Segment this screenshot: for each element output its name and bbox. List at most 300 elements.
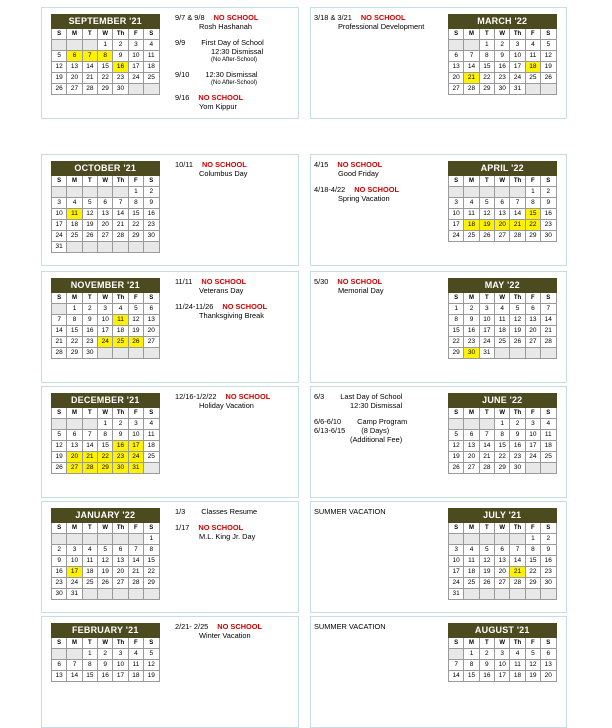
empty-day-cell bbox=[144, 348, 159, 359]
month-header-row bbox=[52, 624, 160, 638]
day-cell: 20 bbox=[495, 567, 510, 578]
day-cell: 24 bbox=[449, 231, 464, 242]
day-cell: 15 bbox=[144, 556, 159, 567]
week-row bbox=[449, 337, 557, 348]
day-cell: 26 bbox=[479, 578, 494, 589]
empty-day-cell bbox=[98, 348, 113, 359]
day-cell: 19 bbox=[82, 220, 97, 231]
right-panel bbox=[310, 501, 567, 613]
day-cell: 16 bbox=[144, 209, 159, 220]
weekday-label: T bbox=[82, 638, 97, 649]
week-row bbox=[52, 671, 160, 682]
month-title: APRIL '22 bbox=[449, 162, 557, 176]
no-school-label: NO SCHOOL bbox=[337, 277, 383, 286]
day-cell: 12 bbox=[128, 315, 143, 326]
month-header-row bbox=[449, 509, 557, 523]
event-item bbox=[175, 524, 299, 542]
month-calendar bbox=[51, 623, 160, 682]
week-row bbox=[52, 187, 160, 198]
day-cell: 3 bbox=[510, 40, 525, 51]
day-cell: 8 bbox=[495, 430, 510, 441]
month-header-row bbox=[52, 279, 160, 293]
empty-day-cell bbox=[525, 589, 540, 600]
day-cell: 4 bbox=[541, 419, 556, 430]
empty-day-cell bbox=[113, 589, 128, 600]
right-panel bbox=[310, 7, 567, 119]
day-cell: 26 bbox=[128, 337, 143, 348]
right-panel bbox=[310, 386, 567, 498]
weekday-label: W bbox=[495, 638, 510, 649]
weekday-label: S bbox=[144, 176, 159, 187]
day-cell: 3 bbox=[128, 40, 143, 51]
week-row bbox=[52, 556, 160, 567]
empty-day-cell bbox=[82, 187, 97, 198]
day-cell: 1 bbox=[525, 534, 540, 545]
day-cell: 25 bbox=[144, 452, 159, 463]
right-panel bbox=[310, 616, 567, 728]
event-description: M.L. King Jr. Day bbox=[199, 531, 256, 541]
day-cell: 9 bbox=[510, 430, 525, 441]
day-cell: 16 bbox=[82, 326, 97, 337]
day-cell: 5 bbox=[128, 304, 143, 315]
day-cell: 19 bbox=[525, 671, 540, 682]
empty-day-cell bbox=[52, 40, 67, 51]
empty-day-cell bbox=[464, 534, 479, 545]
day-cell: 24 bbox=[128, 452, 143, 463]
day-cell: 14 bbox=[449, 671, 464, 682]
day-cell: 27 bbox=[67, 463, 82, 474]
event-description: Winter Vacation bbox=[199, 630, 251, 640]
month-calendar bbox=[51, 393, 160, 474]
event-description: Camp Program bbox=[357, 416, 408, 426]
day-cell: 15 bbox=[98, 441, 113, 452]
day-cell: 26 bbox=[52, 463, 67, 474]
day-cell: 18 bbox=[67, 220, 82, 231]
day-cell: 28 bbox=[82, 84, 97, 95]
day-cell: 21 bbox=[113, 220, 128, 231]
day-cell: 25 bbox=[464, 231, 479, 242]
week-row bbox=[52, 441, 160, 452]
day-cell: 1 bbox=[98, 419, 113, 430]
day-cell: 29 bbox=[144, 578, 159, 589]
weekday-label: M bbox=[464, 29, 479, 40]
day-cell: 6 bbox=[525, 304, 540, 315]
empty-day-cell bbox=[128, 242, 143, 253]
week-row bbox=[449, 419, 557, 430]
day-cell: 18 bbox=[113, 326, 128, 337]
day-cell: 6 bbox=[495, 198, 510, 209]
day-cell: 4 bbox=[82, 545, 97, 556]
day-cell: 4 bbox=[464, 545, 479, 556]
month-title: FEBRUARY '21 bbox=[52, 624, 160, 638]
month-header-row bbox=[449, 624, 557, 638]
day-cell: 27 bbox=[495, 231, 510, 242]
day-cell: 11 bbox=[82, 556, 97, 567]
week-row bbox=[449, 40, 557, 51]
day-cell: 7 bbox=[510, 545, 525, 556]
day-cell: 20 bbox=[541, 671, 556, 682]
week-row bbox=[449, 315, 557, 326]
day-cell: 28 bbox=[464, 84, 479, 95]
day-cell: 17 bbox=[128, 62, 143, 73]
day-cell: 20 bbox=[113, 567, 128, 578]
day-cell: 15 bbox=[495, 441, 510, 452]
event-heading bbox=[175, 71, 299, 80]
day-cell: 19 bbox=[479, 220, 494, 231]
day-cell: 12 bbox=[510, 315, 525, 326]
weekday-label: W bbox=[98, 29, 113, 40]
day-cell: 2 bbox=[52, 545, 67, 556]
day-cell: 15 bbox=[128, 209, 143, 220]
day-cell: 16 bbox=[113, 62, 128, 73]
weekday-row bbox=[52, 638, 160, 649]
no-school-label: NO SCHOOL bbox=[198, 522, 244, 532]
no-school-label: NO SCHOOL bbox=[337, 160, 383, 169]
day-cell: 5 bbox=[449, 430, 464, 441]
weekday-label: S bbox=[52, 408, 67, 419]
day-cell: 13 bbox=[525, 315, 540, 326]
events-list bbox=[314, 278, 444, 303]
week-row bbox=[52, 84, 160, 95]
day-cell: 21 bbox=[510, 220, 525, 231]
weekday-label: S bbox=[449, 638, 464, 649]
empty-day-cell bbox=[98, 589, 113, 600]
empty-day-cell bbox=[541, 84, 556, 95]
week-row bbox=[449, 51, 557, 62]
weekday-label: F bbox=[128, 29, 143, 40]
empty-day-cell bbox=[464, 40, 479, 51]
day-cell: 14 bbox=[82, 441, 97, 452]
week-row bbox=[52, 463, 160, 474]
day-cell: 30 bbox=[52, 589, 67, 600]
right-panel bbox=[310, 271, 567, 383]
day-cell: 12 bbox=[82, 209, 97, 220]
week-row bbox=[52, 315, 160, 326]
events-list bbox=[314, 623, 444, 639]
month-calendar bbox=[448, 508, 557, 600]
day-cell: 3 bbox=[525, 419, 540, 430]
weekday-label: S bbox=[541, 523, 556, 534]
weekday-row bbox=[449, 29, 557, 40]
week-row bbox=[449, 430, 557, 441]
weekday-label: Th bbox=[510, 293, 525, 304]
week-row bbox=[52, 209, 160, 220]
day-cell: 29 bbox=[449, 348, 464, 359]
day-cell: 11 bbox=[144, 51, 159, 62]
day-cell: 20 bbox=[525, 326, 540, 337]
day-cell: 19 bbox=[98, 567, 113, 578]
event-description: Good Friday bbox=[338, 168, 379, 178]
day-cell: 12 bbox=[52, 62, 67, 73]
weekday-row bbox=[52, 293, 160, 304]
day-cell: 31 bbox=[52, 242, 67, 253]
day-cell: 28 bbox=[541, 337, 556, 348]
empty-day-cell bbox=[144, 242, 159, 253]
weekday-label: F bbox=[128, 408, 143, 419]
day-cell: 11 bbox=[525, 51, 540, 62]
day-cell: 8 bbox=[449, 315, 464, 326]
day-cell: 10 bbox=[98, 315, 113, 326]
week-row bbox=[449, 545, 557, 556]
weekday-label: M bbox=[67, 523, 82, 534]
day-cell: 1 bbox=[98, 40, 113, 51]
month-header-row bbox=[449, 394, 557, 408]
event-date: 9/16 bbox=[175, 92, 190, 102]
weekday-label: F bbox=[128, 176, 143, 187]
day-cell: 7 bbox=[449, 660, 464, 671]
day-cell: 2 bbox=[144, 187, 159, 198]
month-calendar bbox=[448, 14, 557, 95]
empty-day-cell bbox=[464, 589, 479, 600]
event-description: 12:30 Dismissal bbox=[350, 400, 403, 410]
day-cell: 10 bbox=[479, 315, 494, 326]
day-cell: 5 bbox=[52, 51, 67, 62]
day-cell: 14 bbox=[67, 671, 82, 682]
day-cell: 15 bbox=[82, 671, 97, 682]
month-calendar bbox=[51, 161, 160, 253]
day-cell: 27 bbox=[144, 337, 159, 348]
day-cell: 15 bbox=[525, 556, 540, 567]
day-cell: 8 bbox=[67, 315, 82, 326]
event-description: (Additional Fee) bbox=[350, 434, 403, 444]
day-cell: 4 bbox=[67, 198, 82, 209]
event-description: Last Day of School bbox=[340, 392, 403, 401]
day-cell: 14 bbox=[113, 209, 128, 220]
week-row bbox=[52, 419, 160, 430]
day-cell: 7 bbox=[128, 545, 143, 556]
day-cell: 16 bbox=[479, 671, 494, 682]
empty-day-cell bbox=[128, 348, 143, 359]
events-list bbox=[314, 14, 444, 39]
day-cell: 23 bbox=[495, 73, 510, 84]
event-item bbox=[175, 623, 299, 641]
event-date: 9/9 bbox=[175, 37, 186, 47]
day-cell: 19 bbox=[52, 452, 67, 463]
day-cell: 25 bbox=[67, 231, 82, 242]
weekday-row bbox=[449, 523, 557, 534]
day-cell: 19 bbox=[144, 671, 159, 682]
day-cell: 27 bbox=[449, 84, 464, 95]
event-date: 11/24-11/26 bbox=[175, 301, 214, 311]
weekday-label: W bbox=[98, 176, 113, 187]
empty-day-cell bbox=[144, 84, 159, 95]
weekday-label: S bbox=[449, 408, 464, 419]
day-cell: 5 bbox=[52, 430, 67, 441]
day-cell: 29 bbox=[128, 231, 143, 242]
day-cell: 24 bbox=[52, 231, 67, 242]
empty-day-cell bbox=[479, 589, 494, 600]
week-row bbox=[52, 534, 160, 545]
empty-day-cell bbox=[82, 242, 97, 253]
month-header-row bbox=[449, 162, 557, 176]
weekday-label: F bbox=[525, 638, 540, 649]
day-cell: 8 bbox=[98, 430, 113, 441]
weekday-label: F bbox=[525, 523, 540, 534]
day-cell: 26 bbox=[82, 231, 97, 242]
left-panel bbox=[41, 271, 299, 383]
day-cell: 8 bbox=[525, 198, 540, 209]
month-title: SEPTEMBER '21 bbox=[52, 15, 160, 29]
empty-day-cell bbox=[525, 463, 540, 474]
week-row bbox=[449, 534, 557, 545]
left-panel bbox=[41, 7, 299, 119]
weekday-label: T bbox=[479, 408, 494, 419]
weekday-label: W bbox=[98, 293, 113, 304]
day-cell: 29 bbox=[479, 84, 494, 95]
day-cell: 9 bbox=[144, 198, 159, 209]
day-cell: 16 bbox=[541, 556, 556, 567]
day-cell: 2 bbox=[98, 649, 113, 660]
day-cell: 10 bbox=[449, 556, 464, 567]
day-cell: 13 bbox=[98, 209, 113, 220]
weekday-label: W bbox=[98, 523, 113, 534]
empty-day-cell bbox=[525, 348, 540, 359]
day-cell: 1 bbox=[464, 649, 479, 660]
empty-day-cell bbox=[144, 589, 159, 600]
empty-day-cell bbox=[541, 463, 556, 474]
empty-day-cell bbox=[67, 649, 82, 660]
empty-day-cell bbox=[52, 304, 67, 315]
weekday-label: M bbox=[464, 293, 479, 304]
month-title: MAY '22 bbox=[449, 279, 557, 293]
day-cell: 12 bbox=[541, 51, 556, 62]
day-cell: 20 bbox=[144, 326, 159, 337]
event-item bbox=[175, 303, 299, 321]
day-cell: 21 bbox=[82, 73, 97, 84]
day-cell: 8 bbox=[525, 545, 540, 556]
no-school-label: NO SCHOOL bbox=[354, 184, 399, 194]
empty-day-cell bbox=[52, 187, 67, 198]
day-cell: 30 bbox=[541, 231, 556, 242]
right-panel bbox=[310, 154, 567, 266]
weekday-label: Th bbox=[113, 29, 128, 40]
week-row bbox=[449, 463, 557, 474]
day-cell: 22 bbox=[479, 73, 494, 84]
day-cell: 30 bbox=[113, 84, 128, 95]
events-list bbox=[175, 14, 299, 119]
day-cell: 24 bbox=[449, 578, 464, 589]
day-cell: 8 bbox=[128, 198, 143, 209]
day-cell: 21 bbox=[82, 452, 97, 463]
weekday-label: Th bbox=[510, 638, 525, 649]
day-cell: 5 bbox=[479, 198, 494, 209]
day-cell: 25 bbox=[541, 452, 556, 463]
day-cell: 9 bbox=[479, 660, 494, 671]
empty-day-cell bbox=[52, 419, 67, 430]
week-row bbox=[449, 649, 557, 660]
day-cell: 16 bbox=[464, 326, 479, 337]
week-row bbox=[449, 198, 557, 209]
day-cell: 25 bbox=[113, 337, 128, 348]
day-cell: 14 bbox=[510, 209, 525, 220]
day-cell: 27 bbox=[113, 578, 128, 589]
event-item bbox=[175, 71, 299, 87]
day-cell: 27 bbox=[464, 463, 479, 474]
day-cell: 13 bbox=[495, 556, 510, 567]
weekday-label: Th bbox=[510, 408, 525, 419]
weekday-label: S bbox=[449, 523, 464, 534]
day-cell: 4 bbox=[113, 304, 128, 315]
day-cell: 17 bbox=[495, 671, 510, 682]
weekday-label: M bbox=[67, 29, 82, 40]
weekday-label: T bbox=[479, 523, 494, 534]
day-cell: 18 bbox=[464, 220, 479, 231]
day-cell: 26 bbox=[541, 73, 556, 84]
week-row bbox=[52, 452, 160, 463]
day-cell: 8 bbox=[98, 51, 113, 62]
month-calendar bbox=[51, 278, 160, 359]
weekday-row bbox=[52, 29, 160, 40]
weekday-label: T bbox=[479, 176, 494, 187]
day-cell: 29 bbox=[67, 348, 82, 359]
empty-day-cell bbox=[67, 187, 82, 198]
day-cell: 25 bbox=[144, 73, 159, 84]
day-cell: 22 bbox=[144, 567, 159, 578]
day-cell: 11 bbox=[464, 209, 479, 220]
empty-day-cell bbox=[464, 419, 479, 430]
day-cell: 11 bbox=[541, 430, 556, 441]
event-heading bbox=[314, 508, 444, 517]
day-cell: 27 bbox=[495, 578, 510, 589]
day-cell: 17 bbox=[52, 220, 67, 231]
day-cell: 14 bbox=[464, 62, 479, 73]
empty-day-cell bbox=[113, 242, 128, 253]
weekday-label: S bbox=[144, 29, 159, 40]
day-cell: 18 bbox=[525, 62, 540, 73]
event-item bbox=[314, 186, 444, 204]
week-row bbox=[449, 231, 557, 242]
event-date: 2/21- 2/25 bbox=[175, 622, 209, 631]
weekday-label: S bbox=[449, 176, 464, 187]
weekday-label: S bbox=[52, 293, 67, 304]
day-cell: 30 bbox=[495, 84, 510, 95]
day-cell: 10 bbox=[67, 556, 82, 567]
events-list bbox=[314, 508, 444, 524]
day-cell: 2 bbox=[113, 419, 128, 430]
empty-day-cell bbox=[449, 419, 464, 430]
week-row bbox=[52, 51, 160, 62]
month-calendar bbox=[448, 278, 557, 359]
event-date: 6/6-6/10 bbox=[314, 416, 342, 426]
day-cell: 20 bbox=[67, 452, 82, 463]
week-row bbox=[449, 304, 557, 315]
day-cell: 17 bbox=[449, 220, 464, 231]
empty-day-cell bbox=[510, 187, 525, 198]
weekday-label: Th bbox=[113, 638, 128, 649]
month-title: JULY '21 bbox=[449, 509, 557, 523]
left-panel bbox=[41, 386, 299, 498]
weekday-label: S bbox=[541, 293, 556, 304]
day-cell: 12 bbox=[479, 209, 494, 220]
month-header-row bbox=[52, 509, 160, 523]
event-item bbox=[175, 393, 299, 411]
empty-day-cell bbox=[67, 534, 82, 545]
empty-day-cell bbox=[67, 40, 82, 51]
week-row bbox=[449, 578, 557, 589]
empty-day-cell bbox=[449, 187, 464, 198]
day-cell: 22 bbox=[525, 220, 540, 231]
day-cell: 15 bbox=[479, 62, 494, 73]
weekday-label: M bbox=[67, 176, 82, 187]
week-row bbox=[52, 578, 160, 589]
day-cell: 5 bbox=[525, 649, 540, 660]
day-cell: 8 bbox=[464, 660, 479, 671]
event-item bbox=[175, 94, 299, 112]
weekday-label: M bbox=[464, 638, 479, 649]
day-cell: 10 bbox=[510, 51, 525, 62]
event-description: Memorial Day bbox=[338, 285, 384, 295]
day-cell: 13 bbox=[449, 62, 464, 73]
